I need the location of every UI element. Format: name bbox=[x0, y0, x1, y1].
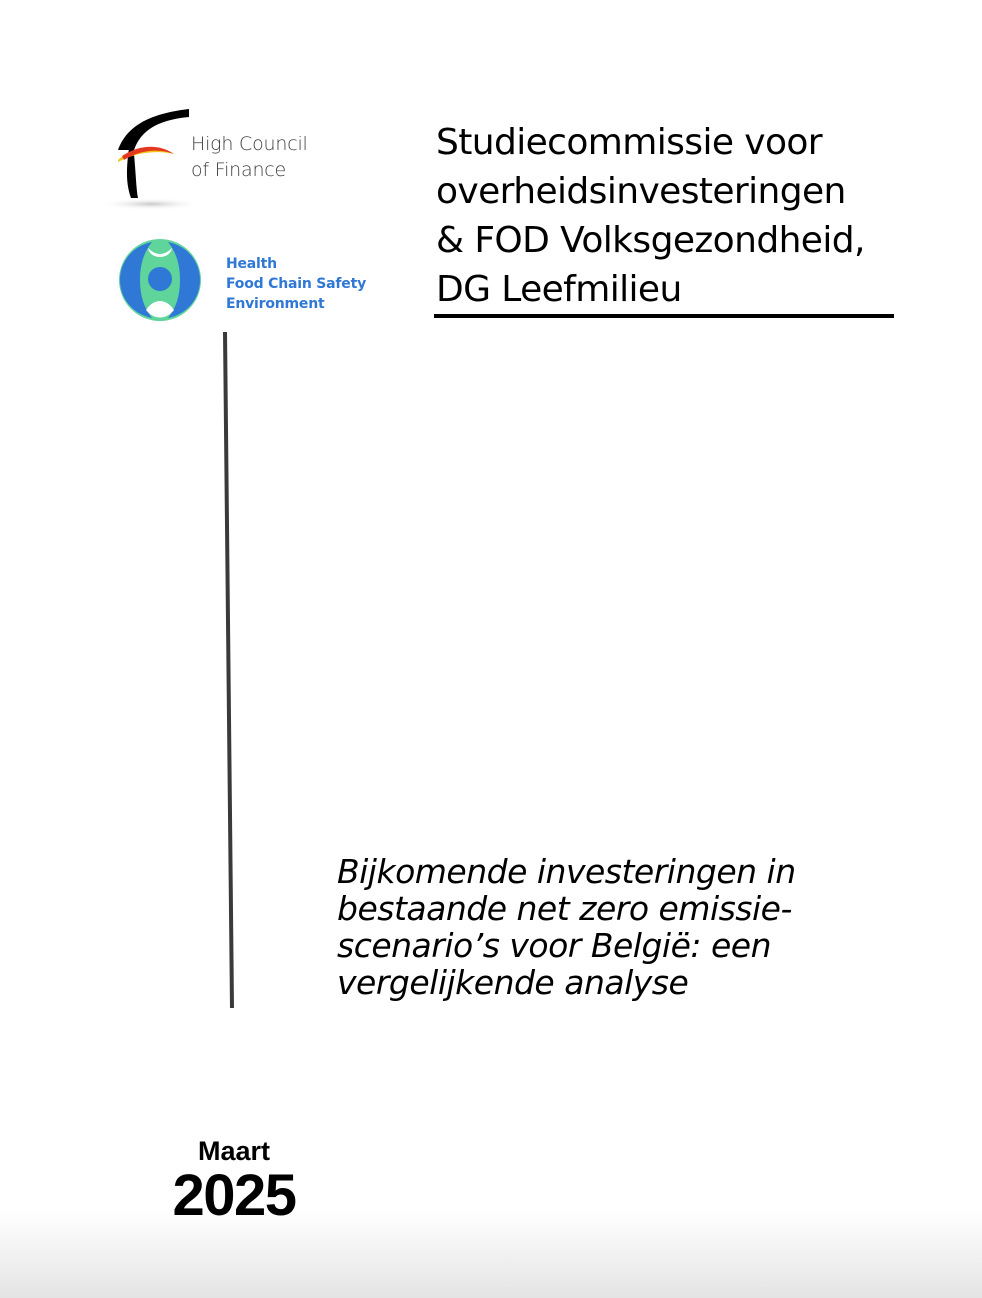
hcf-logo-text bbox=[191, 131, 308, 183]
health-logo-text bbox=[226, 254, 366, 314]
organisation-title bbox=[436, 118, 906, 314]
organisation-title-line: & FOD Volksgezondheid, bbox=[436, 220, 865, 261]
report-title-line: vergelijkende analyse bbox=[337, 963, 689, 1002]
publication-month: Maart bbox=[197, 1136, 271, 1166]
health-emblem-icon bbox=[118, 238, 204, 324]
hcf-emblem-icon bbox=[96, 100, 196, 212]
report-title-line: scenario’s voor België: een bbox=[337, 926, 771, 965]
hcf-logo-line: of Finance bbox=[191, 159, 287, 181]
health-logo-line: Food Chain Safety bbox=[226, 276, 366, 292]
bottom-shadow bbox=[0, 1210, 982, 1298]
organisation-title-line: overheidsinvesteringen bbox=[436, 171, 846, 212]
high-council-of-finance-logo bbox=[96, 100, 326, 215]
report-title-line: Bijkomende investeringen in bbox=[337, 852, 796, 891]
health-logo-line: Environment bbox=[226, 296, 325, 312]
fps-health-logo bbox=[118, 238, 388, 324]
vertical-divider bbox=[220, 332, 240, 1012]
report-title-line: bestaande net zero emissie- bbox=[337, 889, 792, 928]
report-title bbox=[337, 853, 897, 1001]
hcf-logo-line: High Council bbox=[191, 133, 308, 155]
organisation-title-line: DG Leefmilieu bbox=[436, 269, 682, 310]
organisation-title-line: Studiecommissie voor bbox=[436, 122, 823, 163]
health-logo-line: Health bbox=[226, 256, 277, 272]
title-underline-divider bbox=[434, 314, 894, 318]
publication-year: 2025 bbox=[172, 1163, 296, 1228]
